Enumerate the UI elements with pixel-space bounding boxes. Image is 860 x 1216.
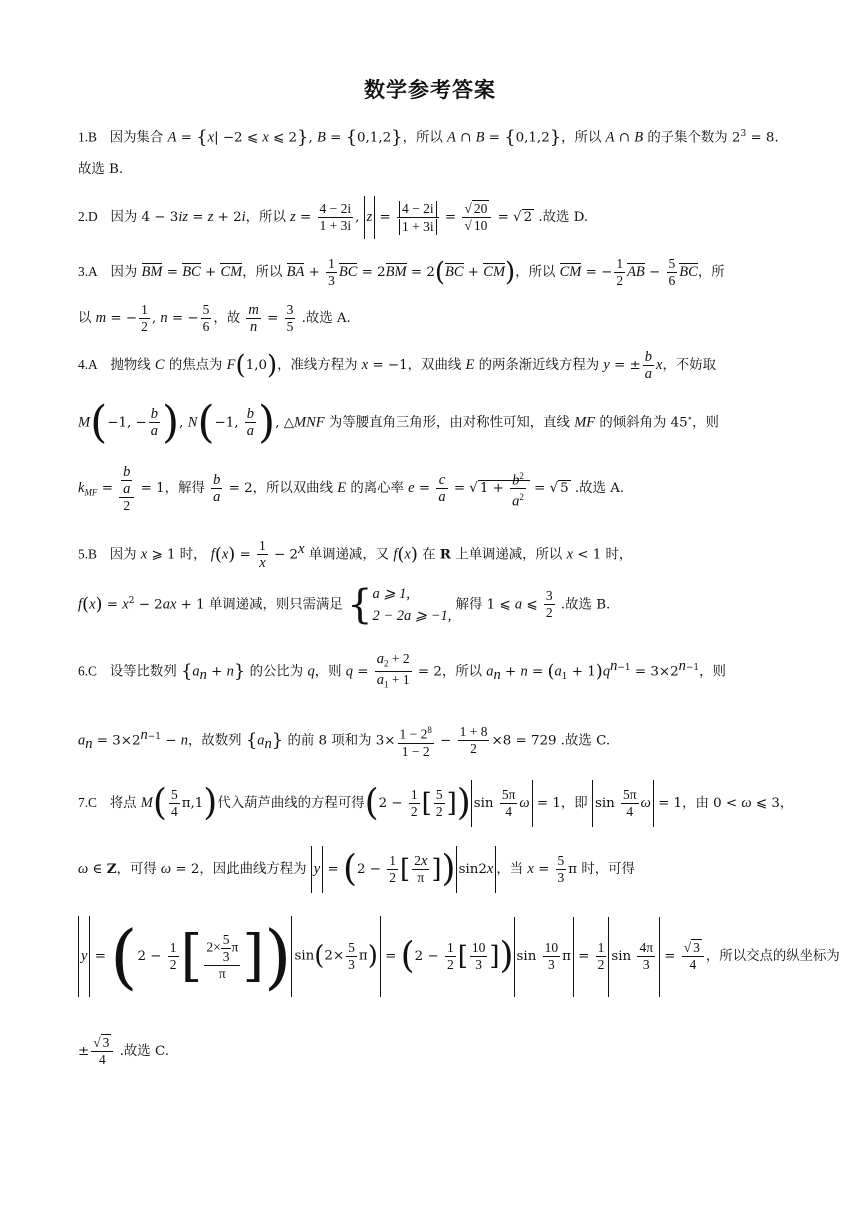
line-10: $f(x) = x^2 - 2ax + 1$ 单调递减，则只需满足 { a ⩾ 1, 2 − 2a ⩾ −1, 解得 1 ⩽ a ⩽ $\frac{3}{2}$ .故选 B.	[78, 581, 611, 628]
line-11: 6.C 设等比数列 $\{a_n + n\}$ 的公比为 q，则 q = $\frac{a_2 + 2}{a_1 + 1}$ = 2，所以 $a_n + n = (a_1 + 1)q^{n-1} = 3\times 2^{n-1}$，则	[78, 650, 726, 691]
line-9: 5.B 因为 x ⩾ 1 时， f(x) = $\frac{1}{x}$ − $2^x$ 单调递减，又 f(x) 在 R 上单调递减，所以 x < 1 时，	[78, 538, 633, 572]
line-16: ± $\frac{√ 3}{4}$ .故选 C.	[78, 1035, 169, 1067]
line-1: 1.B 因为集合 A = {x| −2 ⩽ x ⩽ 2}, B = {0,1,2}，所以 A ∩ B = {0,1,2}，所以 A ∩ B 的子集个数为 $2^3 = 8$．	[78, 126, 788, 148]
page-title: 数学参考答案	[364, 78, 496, 102]
line-13: 7.C 将点 M( $\frac{5}{4}$ π,1)代入葫芦曲线的方程可得(2 − $\frac{1}{2}$ [ $\frac{5}{2}$ ]) sin $\frac{5\pi}{4}$ ω = 1，即 sin $\frac{5\pi}{4}$ ω = 1，由 0 < ω ⩽ 3，	[78, 780, 778, 827]
line-12: $a_n = 3\times 2^{n-1} - n$，故数列 $\{a_n\}$ 的前 8 项和为 3× $\frac{1 - 2^8}{1 - 2}$ − $\frac{1 + 8}{2}$ ×8 = 729 .故选 C.	[78, 712, 610, 767]
line-text-store	[0, 0, 1, 1]
line-2: 故选 B.	[78, 162, 124, 177]
line-5: 以 m = − $\frac{1}{2}$ , n = − $\frac{5}{6}$ ，故 $\frac{m}{n}$ = $\frac{3}{5}$ .故选 A.	[78, 302, 351, 335]
line-4: 3.A 因为 BM = BC + CM，所以 BA + $\frac{1}{3}$ BC = 2BM = 2(BC + CM)，所以 CM = − $\frac{1}{2}$ AB − $\frac{5}{6}$ BC，所	[78, 256, 725, 288]
line-3: 2.D 因为 4 − 3iz = z + 2i，所以 z = $\frac{4 - 2i}{1 + 3i}$ , z = $\frac{4 - 2i}{1 + 3i}$ = $\frac{√ 20}{√ 10}$ = √ 2 .故选 D.	[78, 196, 588, 239]
line-8: $k_{MF}$ = $\frac{\frac{b}{a}}{2}$ = 1，解得 $\frac{b}{a}$ = 2，所以双曲线 E 的离心率 e = $\frac{c}{a}$ = √ 1 + $\frac{b^2}{a^2}$ = √ 5 .故选 A.	[78, 463, 625, 513]
line-6: 4.A 抛物线 C 的焦点为 F(1,0)，准线方程为 x = −1，双曲线 E 的两条渐近线方程为 y = ± $\frac{b}{a}$ x，不妨取	[78, 349, 717, 382]
line-15: y = (2 − $\frac{1}{2}$ [ 2× $\frac{5}{3}$ π π ]) sin(2× $\frac{5}{3}$ π) = (2 − $\frac{1}{2}$ [ $\frac{10}{3}$ ]) sin $\frac{10}{3}$ π = $\frac{1}{2}$ sin $\frac{4\pi}{3}$ = $\frac{√ 3}{4}$ ，所以交点的纵坐标为	[78, 916, 840, 997]
line-14: ω ∈ Z，可得 ω = 2，因此曲线方程为 y = (2 − $\frac{1}{2}$ [ $\frac{2x}{\pi}$ ]) sin2x ，当 x = $\frac{5}{3}$ π 时，可得	[78, 846, 635, 893]
line-7: M(−1, − $\frac{b}{a}$ ), N(−1, $\frac{b}{a}$ ), △MNF 为等腰直角三角形，由对称性可知，直线 MF 的倾斜角为 45∘，则	[78, 396, 719, 448]
